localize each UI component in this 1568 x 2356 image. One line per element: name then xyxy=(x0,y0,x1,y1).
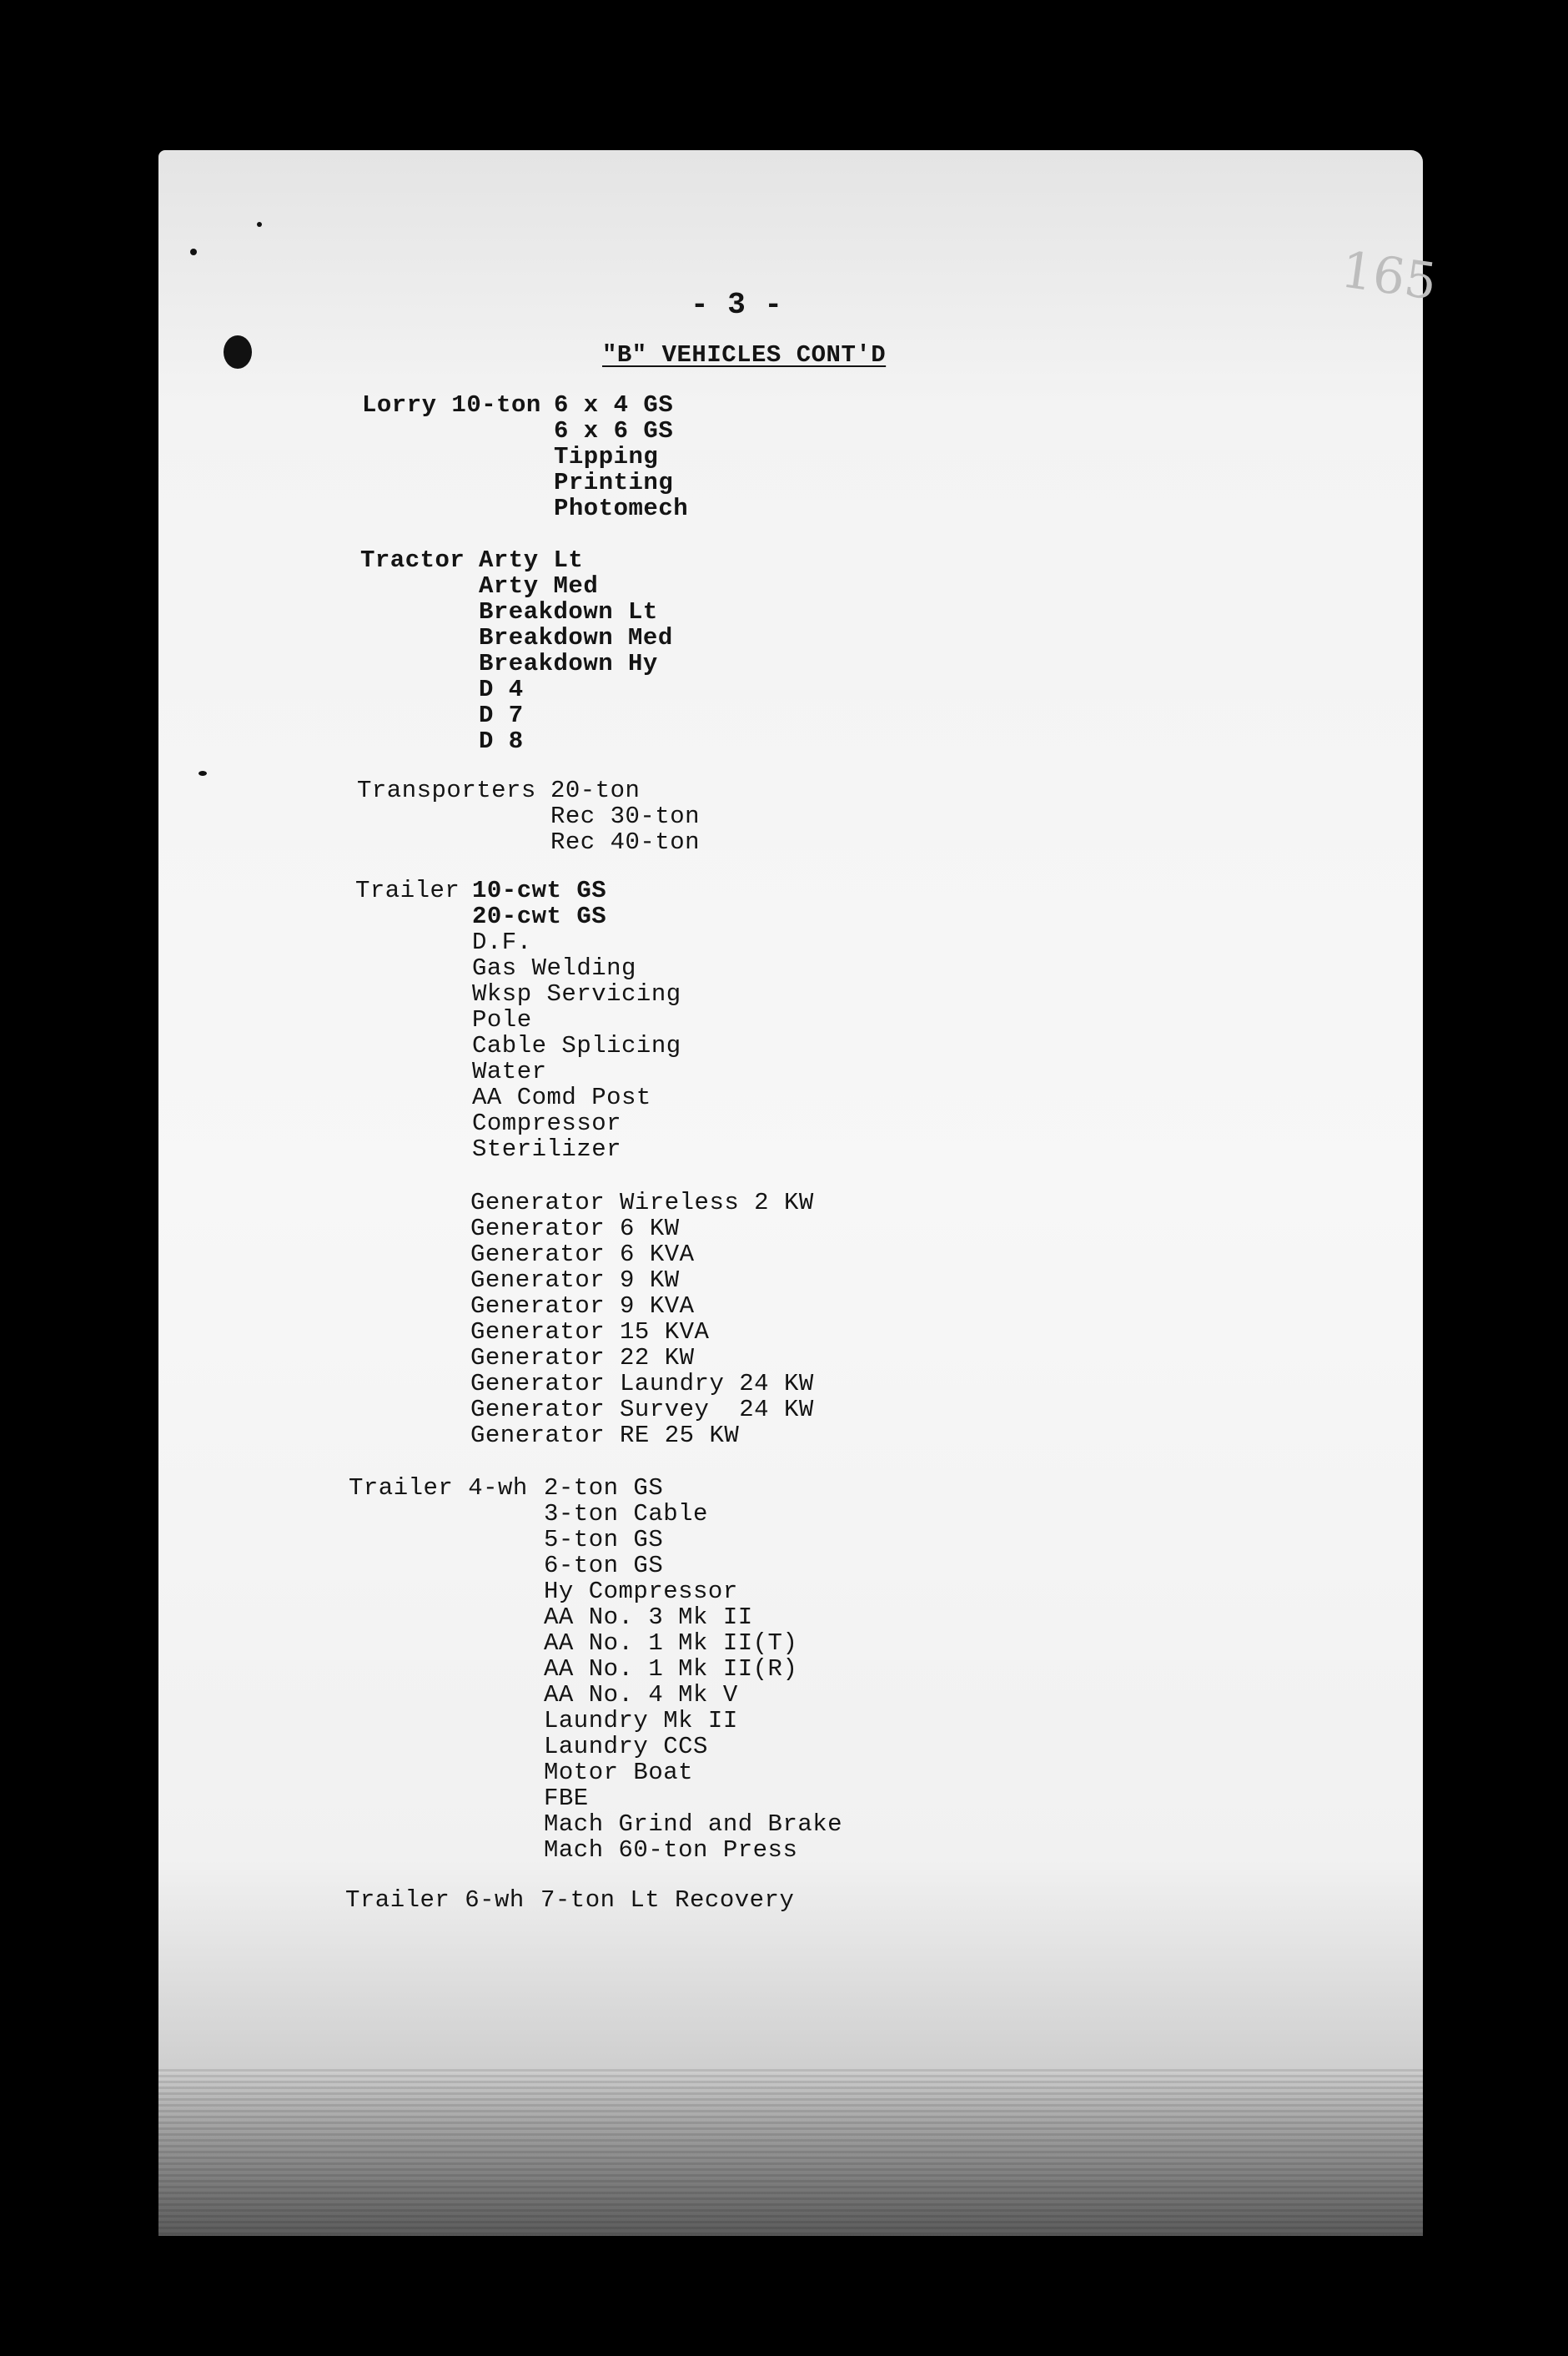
list-item: Compressor xyxy=(472,1110,622,1137)
list-item: Arty Med xyxy=(479,572,599,600)
list-item: FBE xyxy=(544,1785,589,1812)
list-item: Generator 9 KW xyxy=(470,1266,680,1294)
list-item: 3-ton Cable xyxy=(544,1500,708,1528)
list-item: Rec 30-ton xyxy=(550,803,701,830)
list-item: AA No. 3 Mk II xyxy=(544,1603,753,1631)
list-item: Mach 60-ton Press xyxy=(544,1836,798,1864)
list-item: Water xyxy=(472,1058,547,1085)
list-item: Photomech xyxy=(554,495,689,522)
lorry-items xyxy=(554,392,688,521)
punch-dot xyxy=(190,249,197,255)
punch-dot xyxy=(257,222,262,227)
list-item: D 8 xyxy=(479,727,524,755)
list-item: 7-ton Lt Recovery xyxy=(540,1886,795,1914)
lorry-label: Lorry 10-ton xyxy=(362,391,541,419)
tractor-label: Tractor xyxy=(360,546,465,574)
list-item: Generator 22 KW xyxy=(470,1344,695,1372)
list-item: 6-ton GS xyxy=(544,1552,664,1579)
transporters-label: Transporters xyxy=(357,777,536,804)
list-item: 6 x 4 GS xyxy=(554,391,674,419)
list-item: D 4 xyxy=(479,676,524,703)
list-item: Cable Splicing xyxy=(472,1032,681,1060)
trailer-6wh-label: Trailer 6-wh xyxy=(345,1886,525,1914)
list-item: Generator RE 25 KW xyxy=(470,1422,740,1449)
page-number: - 3 - xyxy=(691,288,783,322)
list-item: Breakdown Lt xyxy=(479,598,658,626)
list-item: Pole xyxy=(472,1006,532,1034)
list-item: 5-ton GS xyxy=(544,1526,664,1553)
list-item: Printing xyxy=(554,469,674,496)
tractor-items xyxy=(479,547,673,754)
section-title: "B" VEHICLES CONT'D xyxy=(602,341,887,369)
list-item: Generator 6 KVA xyxy=(470,1241,695,1268)
list-item: Mach Grind and Brake xyxy=(544,1810,843,1838)
trailer-items xyxy=(472,878,681,1162)
list-item: Wksp Servicing xyxy=(472,980,681,1008)
punch-dot xyxy=(199,771,207,776)
list-item: Generator Survey 24 KW xyxy=(470,1396,814,1423)
scan-shadow xyxy=(158,2069,1423,2236)
list-item: 2-ton GS xyxy=(544,1474,664,1502)
list-item: AA No. 1 Mk II(R) xyxy=(544,1655,798,1683)
list-item: Hy Compressor xyxy=(544,1578,738,1605)
trailer-4wh-items xyxy=(544,1475,842,1863)
list-item: 10-cwt GS xyxy=(472,877,607,904)
list-item: AA No. 1 Mk II(T) xyxy=(544,1629,798,1657)
list-item: Tipping xyxy=(554,443,659,471)
list-item: Generator 15 KVA xyxy=(470,1318,710,1346)
list-item: D 7 xyxy=(479,702,524,729)
list-item: Generator 6 KW xyxy=(470,1215,680,1242)
list-item: Motor Boat xyxy=(544,1759,694,1786)
list-item: Generator 9 KVA xyxy=(470,1292,695,1320)
list-item: 6 x 6 GS xyxy=(554,417,674,445)
list-item: Laundry CCS xyxy=(544,1733,708,1760)
list-item: Arty Lt xyxy=(479,546,584,574)
list-item: Gas Welding xyxy=(472,954,636,982)
generator-items xyxy=(470,1190,814,1448)
list-item: 20-ton xyxy=(550,777,641,804)
trailer-label: Trailer xyxy=(355,877,460,904)
list-item: D.F. xyxy=(472,929,532,956)
list-item: Laundry Mk II xyxy=(544,1707,738,1734)
list-item: AA No. 4 Mk V xyxy=(544,1681,738,1709)
list-item: Generator Wireless 2 KW xyxy=(470,1189,814,1216)
list-item: Sterilizer xyxy=(472,1135,622,1163)
list-item: AA Comd Post xyxy=(472,1084,651,1111)
list-item: Rec 40-ton xyxy=(550,828,701,856)
margin-note: 165 xyxy=(1337,240,1440,312)
list-item: Breakdown Hy xyxy=(479,650,658,677)
list-item: Generator Laundry 24 KW xyxy=(470,1370,814,1397)
trailer-4wh-label: Trailer 4-wh xyxy=(349,1474,528,1502)
list-item: 20-cwt GS xyxy=(472,903,607,930)
list-item: Breakdown Med xyxy=(479,624,673,652)
ink-blot xyxy=(224,335,252,369)
